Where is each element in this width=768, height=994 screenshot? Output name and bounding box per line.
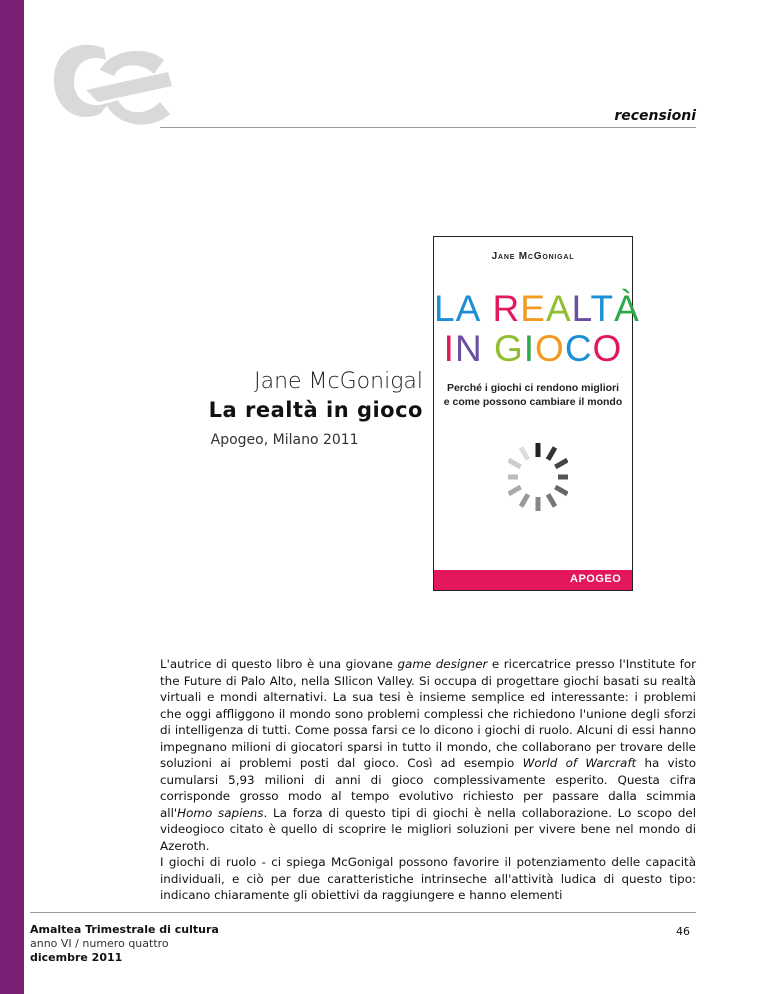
page-sidebar-band bbox=[0, 0, 24, 994]
loading-spinner-icon bbox=[508, 437, 568, 517]
footer-date: dicembre 2011 bbox=[30, 951, 123, 964]
footer-journal-name: Amaltea Trimestrale di cultura bbox=[30, 923, 219, 936]
cover-title-letter: C bbox=[564, 328, 593, 369]
cover-title-letter: R bbox=[492, 288, 521, 329]
italic-text: World of Warcraft bbox=[522, 756, 637, 770]
cover-title-letter: À bbox=[614, 288, 640, 329]
footer-issue: anno VI / numero quattro bbox=[30, 937, 169, 950]
cover-title-letter bbox=[483, 328, 494, 369]
cover-publisher-band bbox=[434, 570, 632, 590]
review-body bbox=[160, 656, 696, 904]
cover-title-letter: L bbox=[571, 288, 591, 329]
cover-title-letter: I bbox=[523, 328, 536, 369]
text-run: e ricercatrice presso l'Institute for the Future di Palo Alto, nella SIlicon Valley. Si occupa di progettare giochi basati su realtà virtuali e mondi alternativi. La sua tesi è insieme semplice ed interessante: i problemi che oggi affliggono il mondo sono problemi complessi che richiedono l'unione degli sforzi di intelligenza di tutti. Come possa farsi ce lo dicono i giochi di ruolo. Alcuni di essi hanno impegnano milioni di giocatori sparsi in tutto il mondo, che collaborano per trovare delle soluzioni ai problemi posti dal gioco. Così ad esempio bbox=[160, 657, 696, 770]
body-paragraph bbox=[160, 656, 696, 854]
cover-title-letter: I bbox=[443, 328, 455, 369]
footer-journal-info bbox=[30, 923, 219, 965]
text-run: L'autrice di questo libro è una giovane bbox=[160, 657, 398, 671]
book-cover-image bbox=[433, 236, 640, 591]
text-run: . La forza di questo tipi di giochi è nella collaborazione. Lo scopo del videogioco citato è quello di scoprire le migliori soluzioni per vivere bene nel mondo di Azeroth. bbox=[160, 805, 696, 853]
cover-title-letter: A bbox=[455, 288, 482, 329]
cover-title-letter: T bbox=[590, 288, 615, 329]
journal-logo-icon bbox=[46, 30, 176, 140]
text-run: ha visto cumularsi 5,93 milioni di anni di gioco complessivamente esperito. Questa cifra corrisponde grosso modo al tempo evolutivo richiesto per passare dalla scimmia all' bbox=[160, 756, 697, 820]
book-title: La realtà in gioco bbox=[208, 398, 423, 422]
section-label: recensioni bbox=[614, 108, 696, 124]
cover-title-letter: G bbox=[493, 328, 524, 369]
cover-title-letter: O bbox=[535, 328, 565, 369]
cover-title bbox=[434, 288, 640, 369]
cover-title-letter: L bbox=[434, 288, 456, 329]
text-run: I giochi di ruolo - ci spiega McGonigal possono favorire il potenziamento delle capacità individuali, e ciò per due caratteristiche intrinseche all'attività ludica di questo tipo: indicano chiaramente gli obiettivi da raggiungere e hanno elementi bbox=[160, 855, 696, 902]
cover-title-letter bbox=[481, 288, 492, 329]
italic-text: game designer bbox=[397, 657, 488, 671]
cover-title-letter: A bbox=[545, 288, 572, 329]
cover-title-letter: O bbox=[592, 328, 623, 369]
book-author: Jane McGonigal bbox=[254, 369, 423, 394]
cover-publisher: APOGEO bbox=[570, 573, 622, 585]
italic-text: Homo sapiens bbox=[177, 805, 264, 820]
book-info bbox=[209, 368, 423, 448]
footer-divider bbox=[30, 912, 696, 913]
header-divider bbox=[160, 127, 696, 128]
cover-author: Jane McGonigal bbox=[491, 251, 575, 262]
page-number: 46 bbox=[676, 925, 690, 938]
cover-title-letter: N bbox=[454, 328, 483, 369]
cover-subtitle: Perché i giochi ci rendono migliori e come possono cambiare il mondo bbox=[443, 382, 623, 408]
cover-title-letter: E bbox=[520, 288, 546, 329]
body-paragraph bbox=[160, 854, 696, 904]
book-publisher: Apogeo, Milano 2011 bbox=[210, 432, 359, 448]
